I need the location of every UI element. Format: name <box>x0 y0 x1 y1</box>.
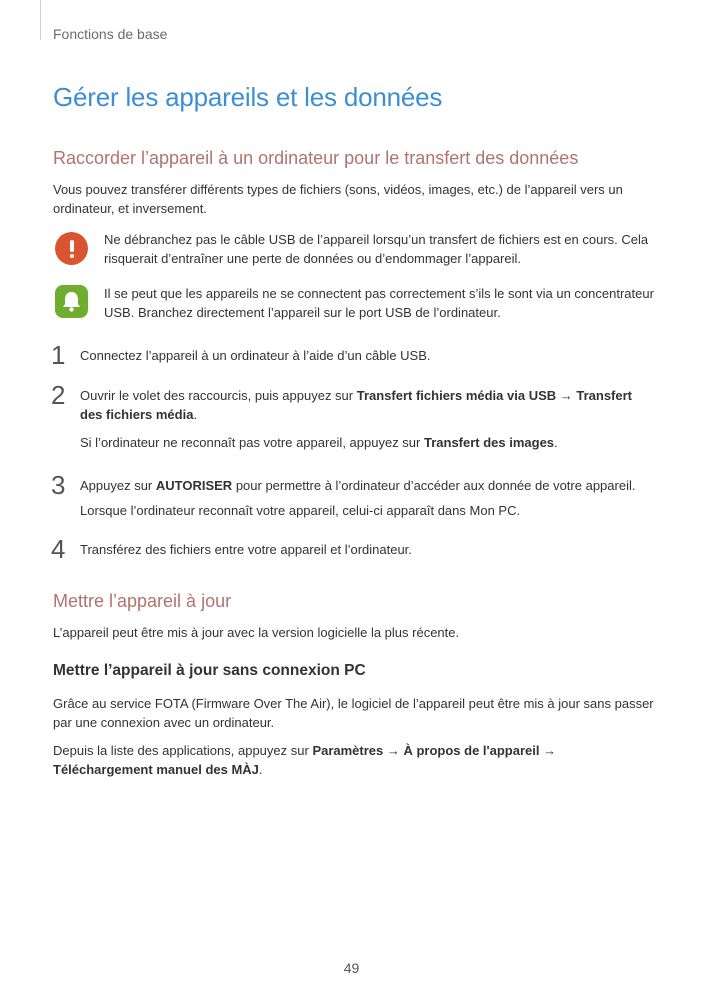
warning-text: Ne débranchez pas le câble USB de l’appareil lorsqu’un transfert de fichiers est en cours. Cela risquerait d’entraîner une perte de données ou d’endommager l’appareil. <box>104 232 649 266</box>
page-number: 49 <box>343 960 360 976</box>
update-menu-path: Paramètres → À propos de l'appareil → Téléchargement manuel des MÀJ <box>53 743 557 777</box>
step-3-subtext: Lorsque l’ordinateur reconnaît votre appareil, celui-ci apparaît dans Mon PC. <box>80 503 521 518</box>
step-1-text: Connectez l’appareil à un ordinateur à l’aide d’un câble USB. <box>80 348 431 363</box>
step-number-3: 3 <box>51 470 66 500</box>
step-2-subtext: Si l’ordinateur ne reconnaît pas votre appareil, appuyez sur Transfert des images. <box>80 435 558 450</box>
update-intro: L’appareil peut être mis à jour avec la version logicielle la plus récente. <box>53 625 460 640</box>
usb-intro: Vous pouvez transférer différents types de fichiers (sons, vidéos, images, etc.) de l’appareil vers un ordinateur, et inversement. <box>53 182 623 216</box>
step-2-text: Ouvrir le volet des raccourcis, puis appuyez sur Transfert fichiers média via USB → Transfert des fichiers média. <box>80 388 633 422</box>
page-title: Gérer les appareils et les données <box>53 82 443 112</box>
step-number-1: 1 <box>51 340 66 370</box>
usb-section-heading: Raccorder l’appareil à un ordinateur pour le transfert des données <box>53 148 579 168</box>
step-3-button-label: AUTORISER <box>155 478 233 493</box>
update-subheading: Mettre l’appareil à jour sans connexion PC <box>53 662 366 679</box>
step-number-2: 2 <box>51 380 66 410</box>
step-2-menu-path: Transfert fichiers média via USB → Transfert des fichiers média <box>80 388 633 422</box>
step-4-text: Transférez des fichiers entre votre appareil et l’ordinateur. <box>80 542 412 557</box>
fota-paragraph: Grâce au service FOTA (Firmware Over The Air), le logiciel de l’appareil peut être mis à jour sans passer par une connexion avec un ordinateur. <box>53 696 654 730</box>
step-number-4: 4 <box>51 534 66 564</box>
update-section-heading: Mettre l’appareil à jour <box>53 591 232 611</box>
step-3-text: Appuyez sur AUTORISER pour permettre à l’ordinateur d’accéder aux donnée de votre appareil. <box>80 478 636 493</box>
exclamation-warning-icon <box>55 232 88 265</box>
header-rule <box>40 0 41 40</box>
note-text: Il se peut que les appareils ne se connectent pas correctement s’ils le sont via un concentrateur USB. Branchez directement l’appareil sur le port USB de l’ordinateur. <box>104 286 654 320</box>
update-instructions: Depuis la liste des applications, appuyez sur Paramètres → À propos de l'appareil → Téléchargement manuel des MÀJ. <box>53 743 557 777</box>
section-label: Fonctions de base <box>53 26 168 42</box>
bell-note-icon <box>55 285 88 318</box>
step-2-option: Transfert des images <box>423 435 555 450</box>
